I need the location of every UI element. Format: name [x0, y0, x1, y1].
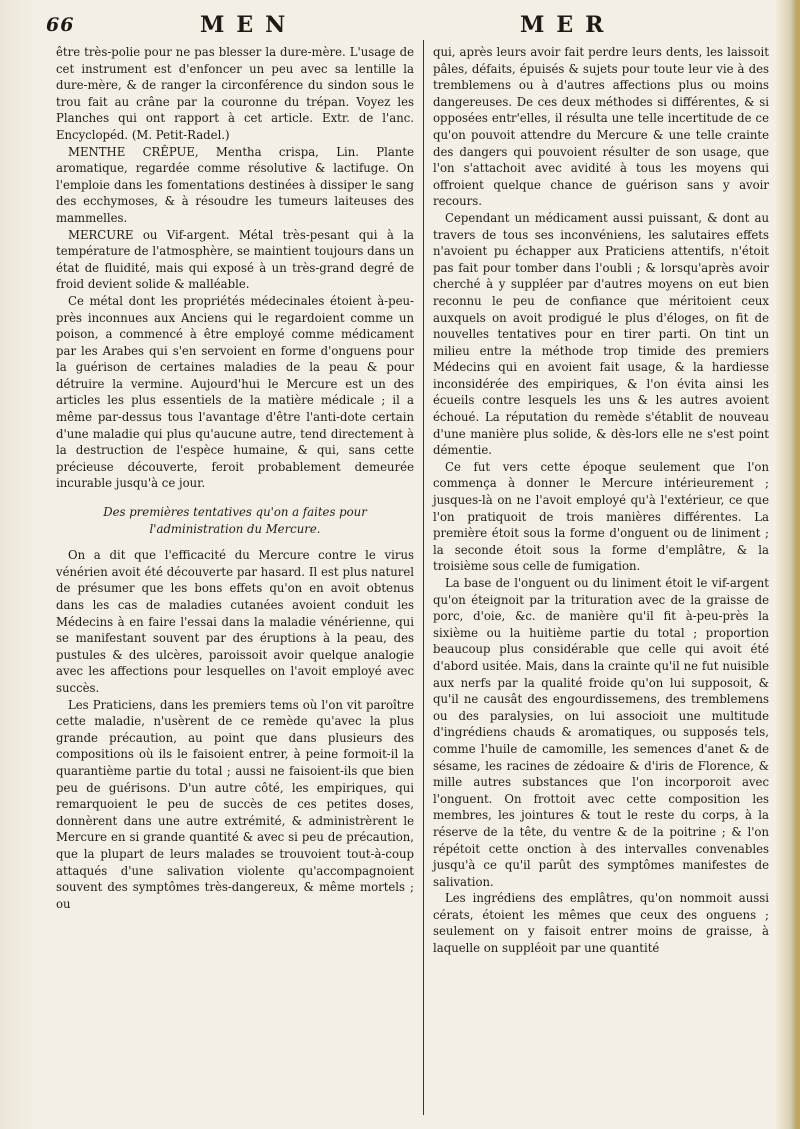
page-gutter-shadow [0, 0, 36, 1129]
entry-menthe-crepue: MENTHE CRÊPUE, Mentha crispa, Lin. Plante aromatique, regardée comme résolutive & lactifuge. On l'emploie dans les fomentations destinées à dissiper le sang des ecchymoses, & à résoudre les tumeurs laiteuses des mammelles. [56, 144, 414, 225]
section-heading: Des premières tentatives qu'on a faites pour l'administration du Mercure. [103, 505, 367, 536]
left-column [56, 44, 414, 912]
paragraph: Les ingrédiens des emplâtres, qu'on nommoit aussi cérats, étoient les mêmes que ceux des onguens ; seulement on y faisoit entrer moins de graisse, à laquelle on suppléoit par une quantité [433, 891, 769, 956]
entry-mercure: MERCURE ou Vif-argent. Métal très-pesant qui à la température de l'atmosphère, se maintient toujours dans un état de fluidité, mais qui exposé à un très-grand degré de froid devient solide & malléable. [56, 227, 414, 292]
page-number: 66 [46, 14, 75, 36]
paragraph: On a dit que l'efficacité du Mercure contre le virus vénérien avoit été découverte par hasard. Il est plus naturel de présumer que les bons effets qu'on en avoit obtenus dans les cas de maladies cutanées avoient conduit les Médecins à en faire l'essai dans la maladie vénérienne, qui se manifestant souvent par des éruptions à la peau, des pustules & des ulcères, paroissoit avoir quelque analogie avec les affections pour lesquelles on l'avoit employé avec succès. [56, 548, 414, 695]
paragraph: Les Praticiens, dans les premiers tems où l'on vit paroître cette maladie, n'usèrent de ce remède qu'avec la plus grande précaution, au point que dans plusieurs des compositions où ils le faisoient entrer, à peine formoit-il la quarantième partie du total ; aussi ne faisoient-ils que bien peu de guérisons. D'un autre côté, les empiriques, qui remarquoient le peu de succès de ces petites doses, donnèrent dans une autre extrémité, & administrèrent le Mercure en si grande quantité & avec si peu de précaution, que la plupart de leurs malades se trouvoient tout-à-coup attaqués d'une salivation violente qu'accompagnoient souvent des symptômes très-dangereux, & même mortels ; ou [56, 697, 414, 911]
running-title-right: MER [520, 12, 616, 38]
column-divider [423, 40, 424, 1115]
paragraph: La base de l'onguent ou du liniment étoit le vif-argent qu'on éteignoit par la trituration avec de la graisse de porc, d'oie, &c. de manière qu'il fit à-peu-près la sixième ou la huitième partie du total ; proportion beaucoup plus considérable que celle qui avoit été d'abord usitée. Mais, dans la crainte qu'il ne fut nuisible aux nerfs par la qualité froide qu'on lui supposoit, & qu'il ne causât des engourdissemens, des tremblemens ou des paralysies, on lui associoit une multitude d'ingrédiens chauds & aromatiques, ou supposés tels, comme l'huile de camomille, les semences d'anet & de sésame, les racines de zédoaire & d'iris de Florence, & mille autres substances que l'on incorporoit avec l'onguent. On frottoit avec cette composition les membres, les jointures & tout le reste du corps, à la réserve de la tête, du ventre & de la poitrine ; & l'on répétoit cette onction à des intervalles convenables jusqu'à ce qu'il parût des symptômes manifestes de salivation. [433, 576, 769, 889]
running-title-left: MEN [200, 12, 298, 38]
paragraph: Ce métal dont les propriétés médecinales étoient à-peu-près inconnues aux Anciens qui le regardoient comme un poison, a commencé à être employé comme médicament par les Arabes qui s'en servoient en forme d'onguens pour la guérison de certaines maladies de la peau & pour détruire la vermine. Aujourd'hui le Mercure est un des articles les plus essentiels de la matière médicale ; il a même par-dessus tous l'avantage d'être l'anti-dote certain d'une maladie qui plus qu'aucune autre, tend directement à la destruction de l'espèce humaine, & qui, sans cette précieuse découverte, feroit probablement demeurée incurable jusqu'à ce jour. [56, 293, 414, 491]
running-header [40, 12, 770, 38]
paragraph-continued: qui, après leurs avoir fait perdre leurs dents, les laissoit pâles, défaits, épuisés & sujets pour toute leur vie à des tremblemens ou à d'autres affections plus ou moins dangereuses. De ces deux méthodes si différentes, & si opposées entr'elles, il résulta une telle incertitude de ce qu'on pouvoit attendre du Mercure & une telle crainte des dangers qui pouvoient résulter de son usage, que l'on s'attachoit avec avidité à tous les moyens qui offroient quelque chance de guérison sans y avoir recours. [433, 45, 769, 209]
page-edge-binding [776, 0, 800, 1129]
paragraph: Ce fut vers cette époque seulement que l'on commença à donner le Mercure intérieurement ; jusques-là on ne l'avoit employé qu'à l'extérieur, ce que l'on pratiquoit de trois manières différentes. La première étoit sous la forme d'onguent ou de liniment ; la seconde étoit sous la forme d'emplâtre, & la troisième sous celle de fumigation. [433, 459, 769, 574]
paragraph: Cependant un médicament aussi puissant, & dont au travers de tous ses inconvéniens, les salutaires effets n'avoient pu échapper aux Praticiens attentifs, n'étoit pas fait pour tomber dans l'oubli ; & lorsqu'après avoir cherché à y suppléer par d'autres moyens on eut bien reconnu le peu de confiance que méritoient ceux auxquels on avoit prodigué le plus d'éloges, on fit de nouvelles tentatives pour en tirer parti. On tint un milieu entre la méthode trop timide des premiers Médecins qui en avoient fait usage, & la hardiesse inconsidérée des empiriques, & l'on évita ainsi les écueils contre lesquels les uns & les autres avoient échoué. La réputation du remède s'établit de nouveau d'une manière plus solide, & dès-lors elle ne s'est point démentie. [433, 210, 769, 458]
right-column [433, 44, 769, 957]
paragraph-continued: être très-polie pour ne pas blesser la dure-mère. L'usage de cet instrument est d'enfoncer un peu avec sa lentille la dure-mère, & de ranger la circonférence du sindon sous le trou fait au crâne par la couronne du trépan. Voyez les Planches qui ont rapport à cet article. Extr. de l'anc. Encyclopéd. (M. Petit-Radel.) [56, 45, 414, 142]
